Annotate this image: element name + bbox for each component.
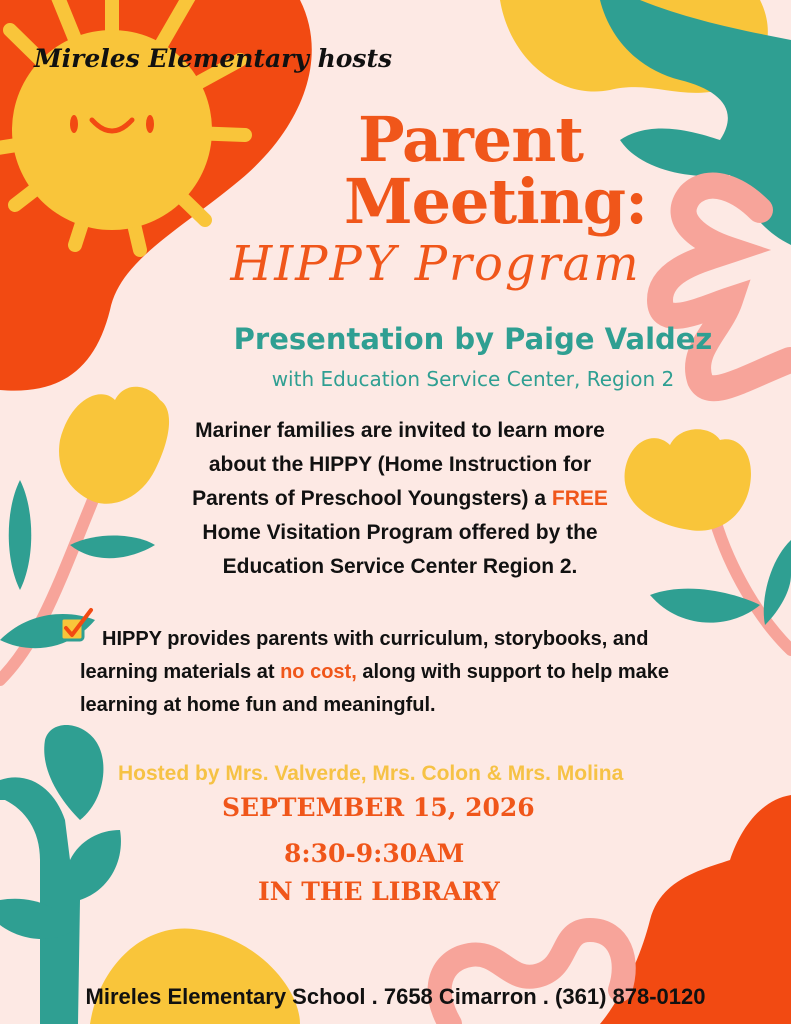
features-text-2: along with support to help make learning at home fun and meaningful. bbox=[80, 661, 670, 716]
flower-icon-right bbox=[625, 429, 791, 650]
event-location: IN THE LIBRARY bbox=[258, 877, 500, 906]
intro-text-1: Mariner families are invited to learn more about the HIPPY (Home Instruction for Parents of Preschool Youngsters) a bbox=[192, 419, 605, 510]
footer-address: Mireles Elementary School . 7658 Cimarron . (361) 878-0120 bbox=[85, 984, 706, 1009]
intro-paragraph bbox=[170, 414, 630, 584]
host-line: Mireles Elementary hosts bbox=[34, 44, 393, 73]
event-time: 8:30-9:30AM bbox=[284, 839, 465, 868]
presenter-affiliation: with Education Service Center, Region 2 bbox=[271, 367, 675, 391]
features-paragraph bbox=[80, 623, 720, 722]
leaf-left-small bbox=[9, 480, 32, 590]
title-line-1: Parent bbox=[358, 103, 583, 176]
hosted-by: Hosted by Mrs. Valverde, Mrs. Colon & Mrs. Molina bbox=[118, 762, 624, 785]
title-line-2: Meeting: bbox=[343, 165, 648, 238]
title-line-3: HIPPY Program bbox=[230, 236, 641, 292]
event-date: SEPTEMBER 15, 2026 bbox=[222, 793, 535, 822]
presenter-line: Presentation by Paige Valdez bbox=[233, 322, 713, 356]
leaf-icon-bottom-left bbox=[0, 725, 121, 1024]
features-highlight-no-cost: no cost, bbox=[280, 661, 357, 683]
features-text-1: HIPPY provides parents with curriculum, storybooks, and learning materials at bbox=[80, 628, 649, 683]
intro-text-2: Home Visitation Program offered by the Education Service Center Region 2. bbox=[202, 521, 598, 578]
intro-highlight-free: FREE bbox=[551, 487, 608, 510]
